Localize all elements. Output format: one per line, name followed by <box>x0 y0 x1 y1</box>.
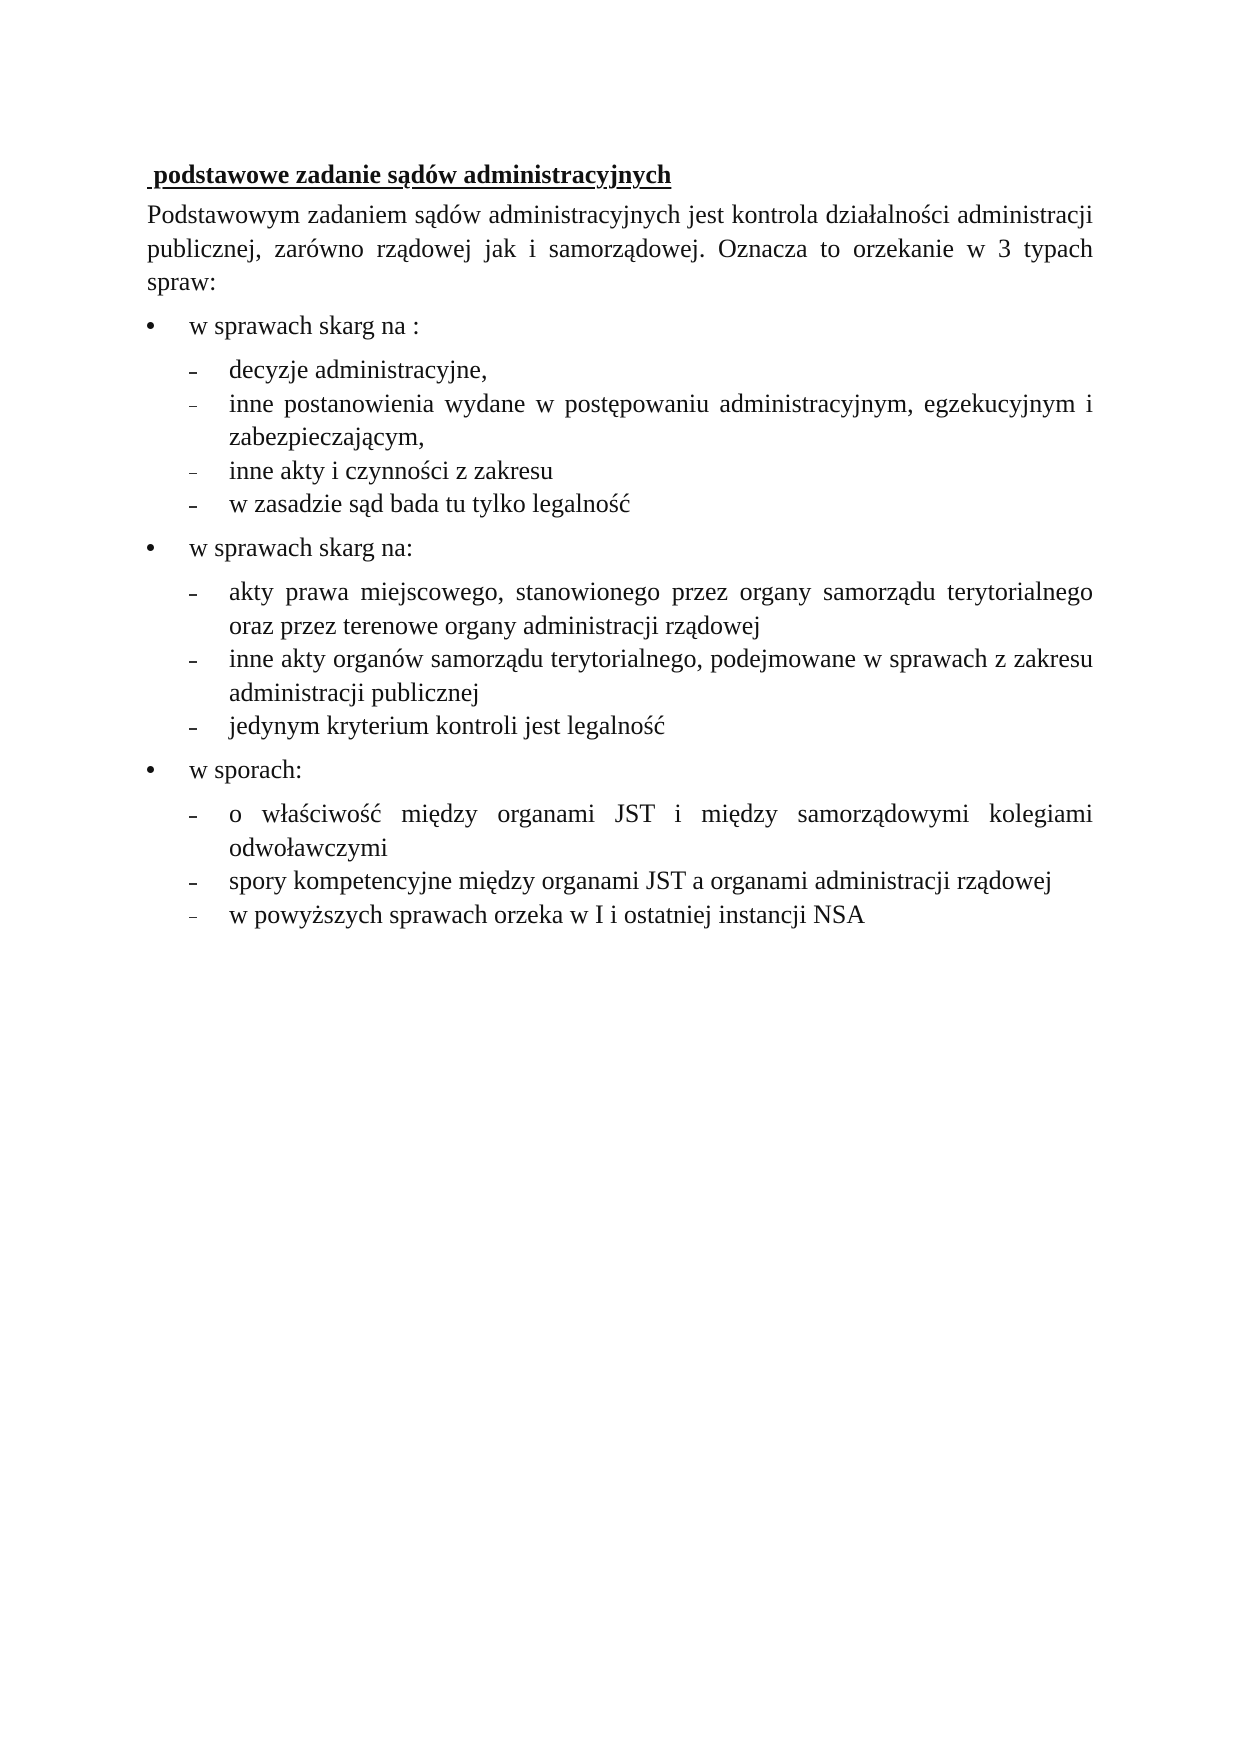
section-heading: w sprawach skarg na : <box>189 310 420 340</box>
list-item <box>147 454 1093 488</box>
list-item-text: spory kompetencyjne między organami JST a organami administracji rządowej <box>229 866 1053 895</box>
bullet-dot-icon <box>147 766 154 773</box>
dash-icon <box>189 372 197 374</box>
list-item <box>147 709 1093 743</box>
sub-list <box>147 575 1093 743</box>
list-item-text: inne postanowienia wydane w postępowaniu administracyjnym, egzekucyjnym i zabezpieczającym, <box>229 388 1093 451</box>
sub-list <box>147 797 1093 931</box>
dash-icon <box>189 406 197 408</box>
section-heading-row <box>147 531 1093 565</box>
dash-icon <box>189 917 197 919</box>
bullet-dot-icon <box>147 322 154 329</box>
list-item <box>147 642 1093 709</box>
list-item-text: jedynym kryterium kontroli jest legalność <box>229 711 666 740</box>
section-heading-row <box>147 309 1093 343</box>
case-type-section <box>147 531 1093 743</box>
list-item <box>147 387 1093 454</box>
list-item <box>147 797 1093 864</box>
section-heading-row <box>147 753 1093 787</box>
case-types-list <box>147 309 1093 932</box>
list-item-text: inne akty organów samorządu terytorialnego, podejmowane w sprawach z zakresu administracji publicznej <box>229 644 1093 707</box>
list-item-text: o właściwość między organami JST i między samorządowymi kolegiami odwoławczymi <box>229 799 1093 862</box>
list-item <box>147 487 1093 521</box>
intro-paragraph: Podstawowym zadaniem sądów administracyjnych jest kontrola działalności administracji publicznej, zarówno rządowej jak i samorządowej. Oznacza to orzekanie w 3 typach spraw: <box>147 200 1093 296</box>
list-item <box>147 898 1093 932</box>
case-type-section <box>147 309 1093 521</box>
list-item-text: decyzje administracyjne, <box>229 355 488 384</box>
dash-icon <box>189 661 197 663</box>
document-content <box>147 158 1093 941</box>
bullet-dot-icon <box>147 544 154 551</box>
list-item-text: inne akty i czynności z zakresu <box>229 455 554 485</box>
dash-icon <box>189 473 197 475</box>
dash-icon <box>189 883 197 885</box>
list-item-text: w powyższych sprawach orzeka w I i ostatniej instancji NSA <box>229 899 866 929</box>
list-item <box>147 864 1093 898</box>
case-type-section <box>147 753 1093 932</box>
list-item <box>147 575 1093 642</box>
dash-icon <box>189 594 197 596</box>
document-title: podstawowe zadanie sądów administracyjnych <box>147 160 672 189</box>
dash-icon <box>189 816 197 818</box>
list-item <box>147 353 1093 387</box>
dash-icon <box>189 728 197 730</box>
list-item-text: akty prawa miejscowego, stanowionego przez organy samorządu terytorialnego oraz przez terenowe organy administracji rządowej <box>229 577 1093 640</box>
dash-icon <box>189 506 197 508</box>
list-item-text: w zasadzie sąd bada tu tylko legalność <box>229 489 631 518</box>
section-heading: w sprawach skarg na: <box>189 532 414 562</box>
section-heading: w sporach: <box>189 754 303 784</box>
sub-list <box>147 353 1093 521</box>
